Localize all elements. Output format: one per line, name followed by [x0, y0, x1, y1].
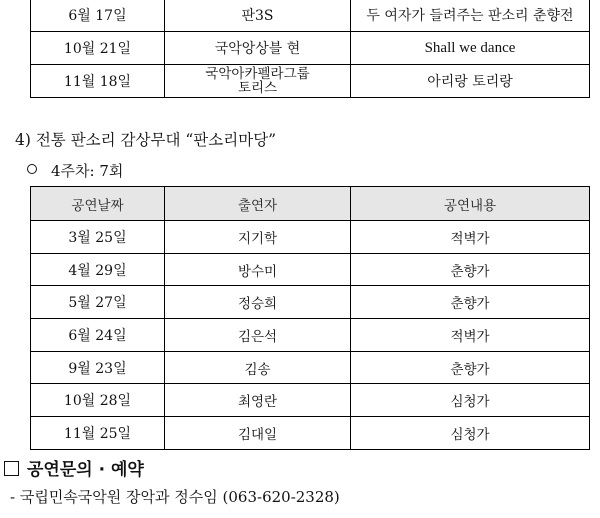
table-row [31, 417, 590, 450]
performer-cell: 김대일 [165, 417, 351, 450]
content-cell: 춘향가 [351, 286, 590, 319]
header-performer: 출연자 [165, 187, 351, 221]
content-cell: 아리랑 토리랑 [351, 65, 590, 98]
performer-line-1: 국악아카펠라그룹 [205, 66, 310, 82]
content-cell: 적벽가 [351, 221, 590, 254]
table-row [31, 32, 590, 65]
date-cell: 11월 25일 [31, 417, 165, 450]
contact-line: - 국립민속국악원 장악과 정수임 (063-620-2328) [10, 488, 340, 506]
table-row [31, 351, 590, 384]
sub-bullet-line [27, 160, 123, 181]
sub-bullet-text: 4주차: 7회 [51, 162, 124, 180]
performer-cell: 지기학 [165, 221, 351, 254]
date-cell: 10월 28일 [31, 384, 165, 417]
date-cell: 10월 21일 [31, 32, 165, 65]
contact-heading [4, 455, 144, 480]
performer-cell: 방수미 [165, 253, 351, 286]
date-cell: 6월 17일 [31, 0, 165, 32]
performer-cell: 판3S [165, 0, 351, 32]
performer-cell: 정승희 [165, 286, 351, 319]
date-cell: 3월 25일 [31, 221, 165, 254]
performer-line-2: 토리스 [237, 80, 278, 96]
content-cell: 춘향가 [351, 351, 590, 384]
performer-cell: 최영란 [165, 384, 351, 417]
performer-cell: 김은석 [165, 319, 351, 352]
performer-cell: 김송 [165, 351, 351, 384]
content-cell: Shall we dance [351, 32, 590, 65]
header-date: 공연날짜 [31, 187, 165, 221]
circle-bullet-icon [27, 164, 37, 174]
date-cell: 5월 27일 [31, 286, 165, 319]
table-row [31, 0, 590, 32]
content-cell: 심청가 [351, 417, 590, 450]
content-cell: 두 여자가 들려주는 판소리 춘향전 [351, 0, 590, 32]
performer-cell [165, 65, 351, 98]
table-row [31, 221, 590, 254]
table-row [31, 319, 590, 352]
schedule-table-main [30, 186, 590, 450]
table-row [31, 65, 590, 98]
schedule-table-top [30, 0, 590, 98]
date-cell: 11월 18일 [31, 65, 165, 98]
header-content: 공연내용 [351, 187, 590, 221]
content-cell: 심청가 [351, 384, 590, 417]
table-row [31, 286, 590, 319]
table-row [31, 384, 590, 417]
date-cell: 6월 24일 [31, 319, 165, 352]
content-cell: 춘향가 [351, 253, 590, 286]
performer-cell: 국악앙상블 현 [165, 32, 351, 65]
date-cell: 9월 23일 [31, 351, 165, 384]
date-cell: 4월 29일 [31, 253, 165, 286]
table-header-row [31, 187, 590, 221]
section-heading: 4) 전통 판소리 감상무대 “판소리마당” [15, 131, 277, 149]
content-cell: 적벽가 [351, 319, 590, 352]
contact-heading-text: 공연문의 · 예약 [27, 460, 144, 480]
table-row [31, 253, 590, 286]
checkbox-square-icon [4, 461, 19, 476]
